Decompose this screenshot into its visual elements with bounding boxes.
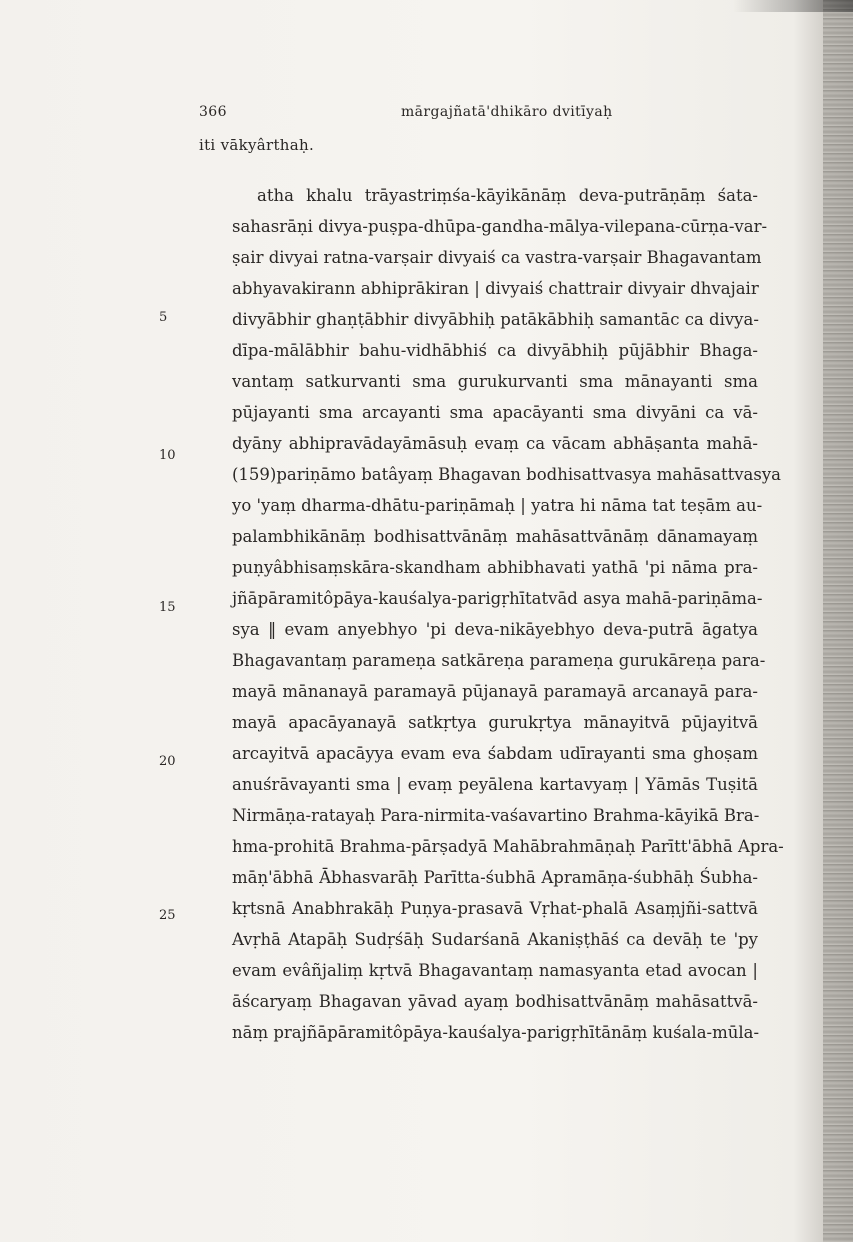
text-line: kṛtsnā Anabhrakāḥ Puṇya-prasavā Vṛhat-phalā Asaṃjñi-sattvā (232, 899, 758, 918)
text-line: arcayitvā apacāyya evam eva śabdam udīrayanti sma ghoṣam (232, 744, 758, 763)
text-line: māṇ'ābhā Ābhasvarāḥ Parītta-śubhā Apramāṇa-śubhāḥ Śubha- (232, 868, 758, 887)
line-number: 15 (159, 600, 176, 615)
text-line: sahasrāṇi divya-puṣpa-dhūpa-gandha-mālya-vilepana-cūrṇa-var- (232, 217, 768, 236)
text-line: pūjayanti sma arcayanti sma apacāyanti sma divyāni ca vā- (232, 403, 758, 422)
text-line: mayā apacāyanayā satkṛtya gurukṛtya mānayitvā pūjayitvā (232, 713, 758, 732)
text-line: dīpa-mālābhir bahu-vidhābhiś ca divyābhiḥ pūjābhir Bhaga- (232, 341, 758, 360)
text-line: puṇyâbhisaṃskāra-skandham abhibhavati yathā 'pi nāma pra- (232, 558, 758, 577)
text-line: āścaryaṃ Bhagavan yāvad ayaṃ bodhisattvānāṃ mahāsattvā- (232, 992, 758, 1011)
text-line: palambhikānāṃ bodhisattvānāṃ mahāsattvānāṃ dānamayaṃ (232, 527, 758, 546)
intro-line: iti vākyârthaḥ. (199, 136, 315, 154)
text-line: anuśrāvayanti sma | evaṃ peyālena kartavyaṃ | Yāmās Tuṣitā (232, 775, 758, 794)
text-line: divyābhir ghaṇṭābhir divyābhiḥ patākābhiḥ samantāc ca divya- (232, 310, 759, 329)
line-number: 25 (159, 908, 176, 923)
text-line: vantaṃ satkurvanti sma gurukurvanti sma mānayanti sma (232, 372, 758, 391)
chapter-title: mārgajñatā'dhikāro dvitīyaḥ (401, 104, 613, 120)
text-line: abhyavakirann abhiprākiran | divyaiś chattrair divyair dhvajair (232, 279, 759, 298)
line-number: 20 (159, 754, 176, 769)
scan-corner-shadow (733, 0, 853, 12)
text-line: nāṃ prajñāpāramitôpāya-kauśalya-parigṛhītānāṃ kuśala-mūla- (232, 1023, 760, 1042)
text-line: yo 'yaṃ dharma-dhātu-pariṇāmaḥ | yatra hi nāma tat teṣām au- (232, 496, 763, 515)
text-line: Bhagavantaṃ parameṇa satkāreṇa parameṇa gurukāreṇa para- (232, 651, 766, 670)
text-line: hma-prohitā Brahma-pārṣadyā Mahābrahmāṇaḥ Parītt'ābhā Apra- (232, 837, 784, 856)
text-line: sya ‖ evam anyebhyo 'pi deva-nikāyebhyo deva-putrā āgatya (232, 620, 758, 639)
text-line: atha khalu trāyastriṃśa-kāyikānāṃ deva-putrāṇāṃ śata- (257, 186, 758, 205)
text-line: (159)pariṇāmo batâyaṃ Bhagavan bodhisattvasya mahāsattvasya (232, 465, 782, 484)
text-line: mayā mānanayā paramayā pūjanayā paramayā arcanayā para- (232, 682, 758, 701)
text-line: jñāpāramitôpāya-kauśalya-parigṛhītatvād asya mahā-pariṇāma- (232, 589, 763, 608)
text-line: Avṛhā Atapāḥ Sudṛśāḥ Sudarśanā Akaniṣṭhāś ca devāḥ te 'py (232, 930, 758, 949)
running-head (199, 104, 759, 126)
text-line: dyāny abhipravādayāmāsuḥ evaṃ ca vācam abhāṣanta mahā- (232, 434, 758, 453)
book-binding-edge (823, 0, 853, 1242)
line-number: 5 (159, 310, 168, 325)
text-line: Nirmāṇa-ratayaḥ Para-nirmita-vaśavartino Brahma-kāyikā Bra- (232, 806, 760, 825)
main-paragraph (232, 180, 784, 1048)
text-line: evam evâñjaliṃ kṛtvā Bhagavantaṃ namasyanta etad avocan | (232, 961, 758, 980)
page-number: 366 (199, 104, 227, 120)
line-number: 10 (159, 448, 176, 463)
text-line: ṣair divyai ratna-varṣair divyaiś ca vastra-varṣair Bhagavantam (232, 248, 762, 267)
